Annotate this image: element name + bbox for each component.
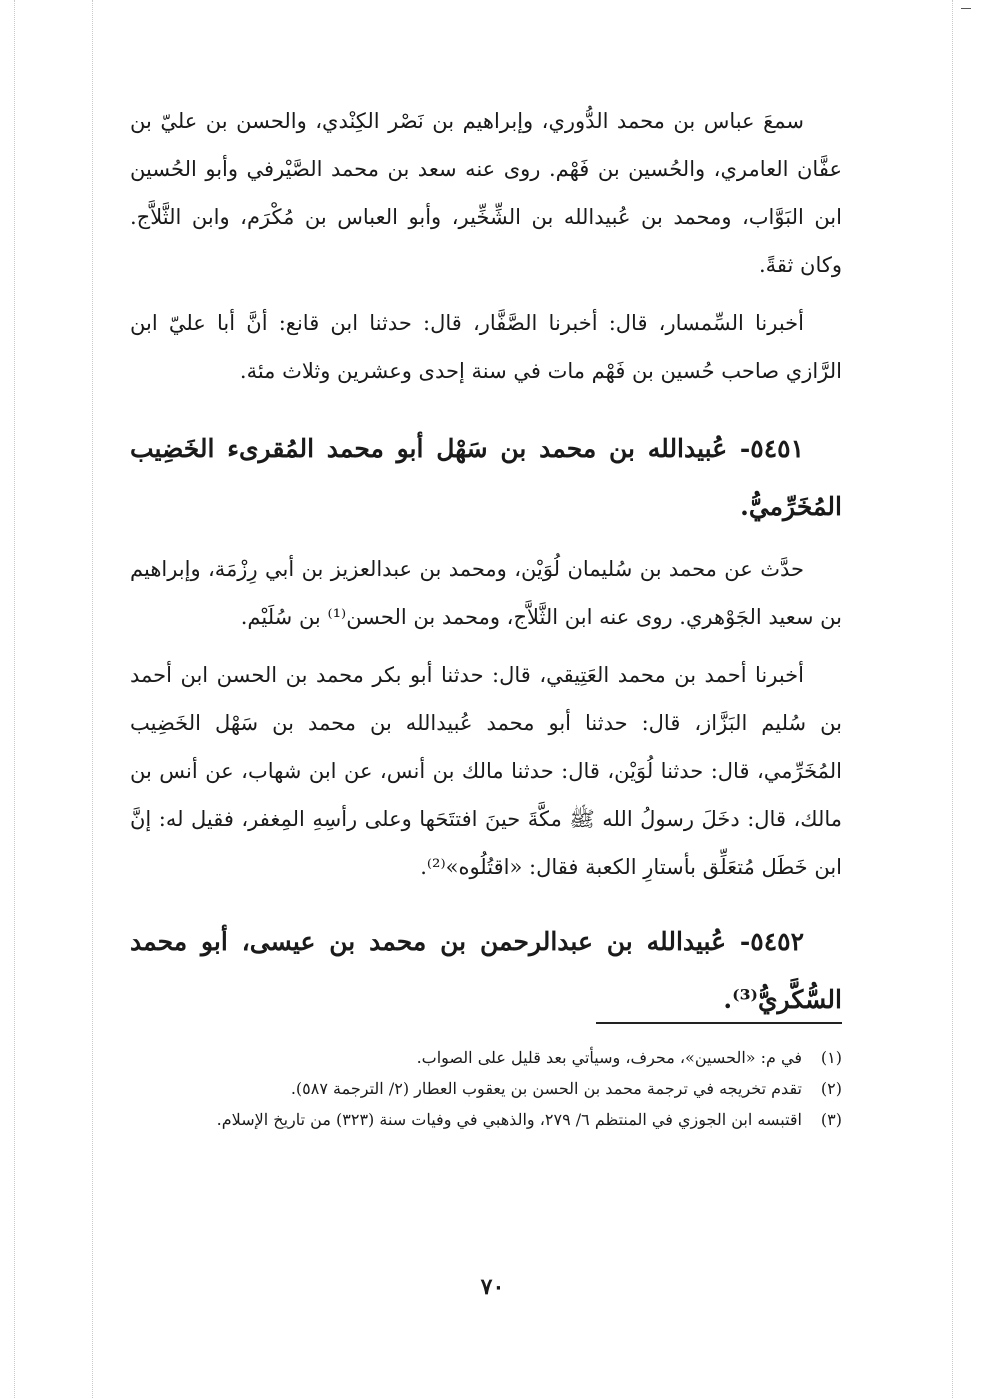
corner-mark bbox=[961, 8, 971, 9]
paragraph: حدَّث عن محمد بن سُليمان لُوَيْن، ومحمد بن عبدالعزيز بن أبي رِزْمَة، وإبراهيم بن سعيد الجَوْهري. روى عنه ابن الثَّلاَّج، ومحمد بن الحسن⁽¹⁾ بن سُلَيْم. bbox=[130, 557, 842, 629]
page-number: ٧٠ bbox=[480, 1274, 505, 1300]
entry-5450-text bbox=[130, 97, 842, 395]
paragraph: سمعَ عباس بن محمد الدُّوري، وإبراهيم بن نَصْر الكِنْدي، والحسن بن عليّ بن عفَّان العامري، والحُسين بن فَهْم. روى عنه سعد بن محمد الصَّيْرفي وأبو الحُسين ابن البَوَّاب، ومحمد بن عُبيدالله بن الشِّخِّير، وأبو العباس بن مُكْرَم، وابن الثَّلاَّج. وكان ثقةً. bbox=[130, 109, 842, 277]
footnotes bbox=[130, 1042, 842, 1135]
footnote-text: تقدم تخريجه في ترجمة محمد بن الحسن بن يعقوب العطار (٢/ الترجمة ٥٨٧). bbox=[290, 1079, 802, 1098]
margin-guide bbox=[14, 0, 15, 1398]
entry-heading-5452: ٥٤٥٢- عُبيدالله بن عبدالرحمن بن محمد بن عيسى، أبو محمد السُّكَّريُّ⁽³⁾. bbox=[130, 927, 842, 1014]
footnote-rule bbox=[596, 1022, 842, 1024]
footnote bbox=[130, 1042, 842, 1073]
entry-5451-text bbox=[130, 545, 842, 891]
paragraph: أخبرنا السِّمسار، قال: أخبرنا الصَّفَّار، قال: حدثنا ابن قانع: أنَّ أبا عليّ ابن الرَّازي صاحب حُسين بن فَهْم مات في سنة إحدى وعشرين وثلاث مئة. bbox=[130, 311, 842, 383]
footnote-number: (٣) bbox=[820, 1110, 842, 1129]
footnote bbox=[130, 1104, 842, 1135]
footnote-number: (٢) bbox=[820, 1079, 842, 1098]
margin-guide bbox=[92, 0, 93, 1398]
margin-guide bbox=[952, 0, 953, 1398]
paragraph: أخبرنا أحمد بن محمد العَتِيقي، قال: حدثنا أبو بكر محمد بن الحسن ابن أحمد بن سُليم البَزَّاز، قال: حدثنا أبو محمد عُبيدالله بن محمد بن سَهْل الخَضِيب المُخَرِّمي، قال: حدثنا لُوَيْن، قال: حدثنا مالك بن أنس، عن ابن شهاب، عن أنس بن مالك، قال: دخَلَ رسولُ الله ﷺ مكَّةَ حينَ افتتَحَها وعلى رأسِهِ المِغفر، فقيل له: إنَّ ابن خَطَل مُتعَلِّق بأستارِ الكعبة فقال: «اقتُلُوه»⁽²⁾. bbox=[130, 663, 842, 879]
footnote-number: (١) bbox=[820, 1048, 842, 1067]
footnote-text: في م: «الحسين»، محرف، وسيأتي بعد قليل على الصواب. bbox=[416, 1048, 802, 1067]
footnote bbox=[130, 1073, 842, 1104]
footnote-text: اقتبسه ابن الجوزي في المنتظم ٦/ ٢٧٩، والذهبي في وفيات سنة (٣٢٣) من تاريخ الإسلام. bbox=[216, 1110, 802, 1129]
entry-heading-5451: ٥٤٥١- عُبيدالله بن محمد بن سَهْل أبو محمد المُقرىء الخَضِيب المُخَرِّميُّ. bbox=[130, 434, 842, 521]
